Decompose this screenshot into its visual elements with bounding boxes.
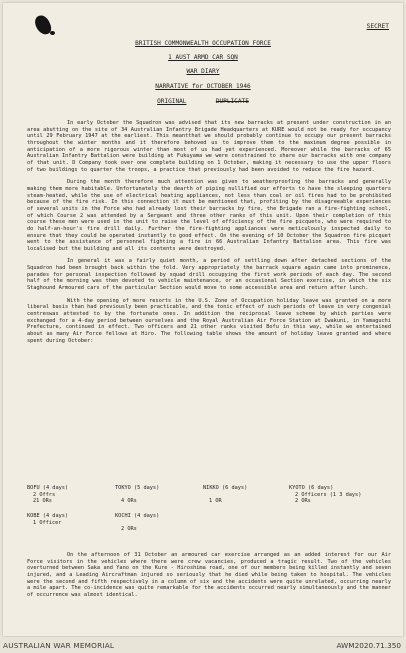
leave-count <box>203 492 247 499</box>
classification-label: SECRET <box>366 23 389 30</box>
leave-count: 1 OR <box>209 498 222 505</box>
leave-table-row <box>27 513 391 541</box>
force-heading: BRITISH COMMONWEALTH OCCUPATION FORCE <box>135 40 271 47</box>
leave-location: KOCHI (4 days) <box>115 513 160 519</box>
narrative-paragraph: With the opening of more resorts in the U.S. Zone of Occupation holiday leave was granted on a more liberal basis than had previously been practicable, and the tonic effect of such periods of leave in very congenial centreswas attested to by the fortunate ones. In addition the reciprocal leave scheme by which parties were exchanged for a 4-day period between ourselves and the Royal Australian Air Force Station at Iwakuni, in Yamaguchi Prefecture, continued in effect. Two officers and 21 other ranks visited Bofu in this way, while we entertained about as many Air Force fellows at Hiro. The following table shows the amount of holiday leave granted and where spent during October: <box>27 297 391 344</box>
leave-location: BOFU (4 days) <box>27 485 69 491</box>
archive-reference: AWM2020.71.350 <box>336 641 401 650</box>
narrative-paragraph: During the month therefore much attention was given to weatherproofing the barracks and generally making them more habitable. Unfortunately the dearth of piping nullified our efforts to have the sleeping quarters steam-heated, while the use of electrical heating appliances, not less than coal or oil fires had to be prohibited because of the fire risk. In this connection it must be mentioned that, profiting by the disagreeable experiences of several units in the Force who had already lost their barracks by fire, the Brigade ran a fire-fighting school, of which Course 2 was attended by a Sergeant and three other ranks of this unit. Upon their completion of this course these men were used in the unit to raise the level of efficiency of the fire picquets, who were required to do half-an-hour's fire drill daily. Further the fire-fighting appliances were meticulously inspected daily to ensure that they could be operated instantly to good effect. On the evening of 10 October the Squadron fire picquet went to the assistance of personnel fighting a fire in 66 Australian Infantry Battalion area. This fire was localised but the building and all its contents were destroyed. <box>27 179 391 252</box>
copy-designation: ORIGINAL DUPLICATE <box>157 98 249 105</box>
narrative-paragraph: On the afternoon of 31 October an armoured car exercise arranged as an added interest for our Air Force visitors in the vehicles where there were crew vacancies, produced a tragic result. Two of the vehicles overturned between Saka and Yano on the Kure - Hiroshima road, one of our members being killed instantly and seven injured, and a Leading Aircraftman injured so seriously that he died while being taken to hospital. The vehicles were the second and fifth respectively in a column of six and the accidents were quite unrelated, occurring nearly a mile apart. The co-incidence was quite remarkable for the accidents occurred nearly simultaneously and the manner of occurrence was almost identical. <box>27 552 391 598</box>
leave-count: 2 Offrs <box>33 491 56 498</box>
document-page <box>3 3 403 636</box>
archive-footer <box>0 637 406 653</box>
narrative-paragraph: In early October the Squadron was advised that its new barracks at present under construction in an area abutting on the site of 34 Australian Infantry Brigade Headquarters at KURE would not be ready for occupancy until 29 February 1947 at the earliest. This meantthat we should probably continue to occupy our present barracks throughout the winter months and it therefore behoved us to improve them to the maximum degree possible in anticipation of a more rigorous winter than most of us had yet experienced. Moreover while the barracks of 65 Australian Infantry Battalion were building at Fukuyama we were constrained to share our barracks with one company of that unit. D Company took over one complete building on 1 October, making it necessary to use the upper floors of two buildings to quarter the troops, a practice that previously had been avoided to reduce the fire hazard. <box>27 120 391 173</box>
leave-count: 2 Officers (1 3 days) <box>295 491 362 498</box>
leave-count: 4 ORs <box>121 498 137 505</box>
leave-location: TOKYO (5 days) <box>115 485 160 491</box>
leave-location: NIKKO (6 days) <box>203 485 248 491</box>
struck-copy-label: DUPLICATE <box>215 98 249 105</box>
leave-location: KOBE (4 days) <box>27 513 69 519</box>
leave-count: 2 ORs <box>121 526 137 533</box>
unit-heading: 1 AUST ARMD CAR SQN <box>168 54 238 61</box>
ink-spot-mark <box>50 31 55 35</box>
leave-table <box>27 485 391 541</box>
narrative-body <box>27 120 391 350</box>
leave-cell <box>115 513 159 533</box>
leave-count <box>115 492 159 499</box>
leave-count: 1 Officer <box>33 519 62 526</box>
leave-cell <box>27 485 68 505</box>
leave-cell <box>289 485 361 505</box>
leave-count <box>115 520 159 527</box>
archive-name: AUSTRALIAN WAR MEMORIAL <box>3 641 115 650</box>
leave-location: KYOTO (6 days) <box>289 485 334 491</box>
narrative-subtitle: NARRATIVE for OCTOBER 1946 <box>155 83 251 90</box>
narrative-paragraph: In general it was a fairly quiet month, a period of settling down after detached sections of the Squadron had been brought back within the fold. Very appropriately the barrack square again came into prominence, parades for personal inspection followed by squad drill occupying the first work periods of each day. The second half of the morning was then devoted to vehicle maintenance, or an occasional Section exercise, in which the six Staghound Armoured cars of the particular Section would move to some accessible area and return after lunch. <box>27 258 391 292</box>
leave-count: 21 ORs <box>33 498 52 505</box>
leave-cell <box>115 485 159 505</box>
leave-cell <box>27 513 68 526</box>
leave-table-row <box>27 485 391 513</box>
leave-count: 2 ORs <box>295 498 311 505</box>
diary-title: WAR DIARY <box>186 68 220 75</box>
leave-cell <box>203 485 247 505</box>
